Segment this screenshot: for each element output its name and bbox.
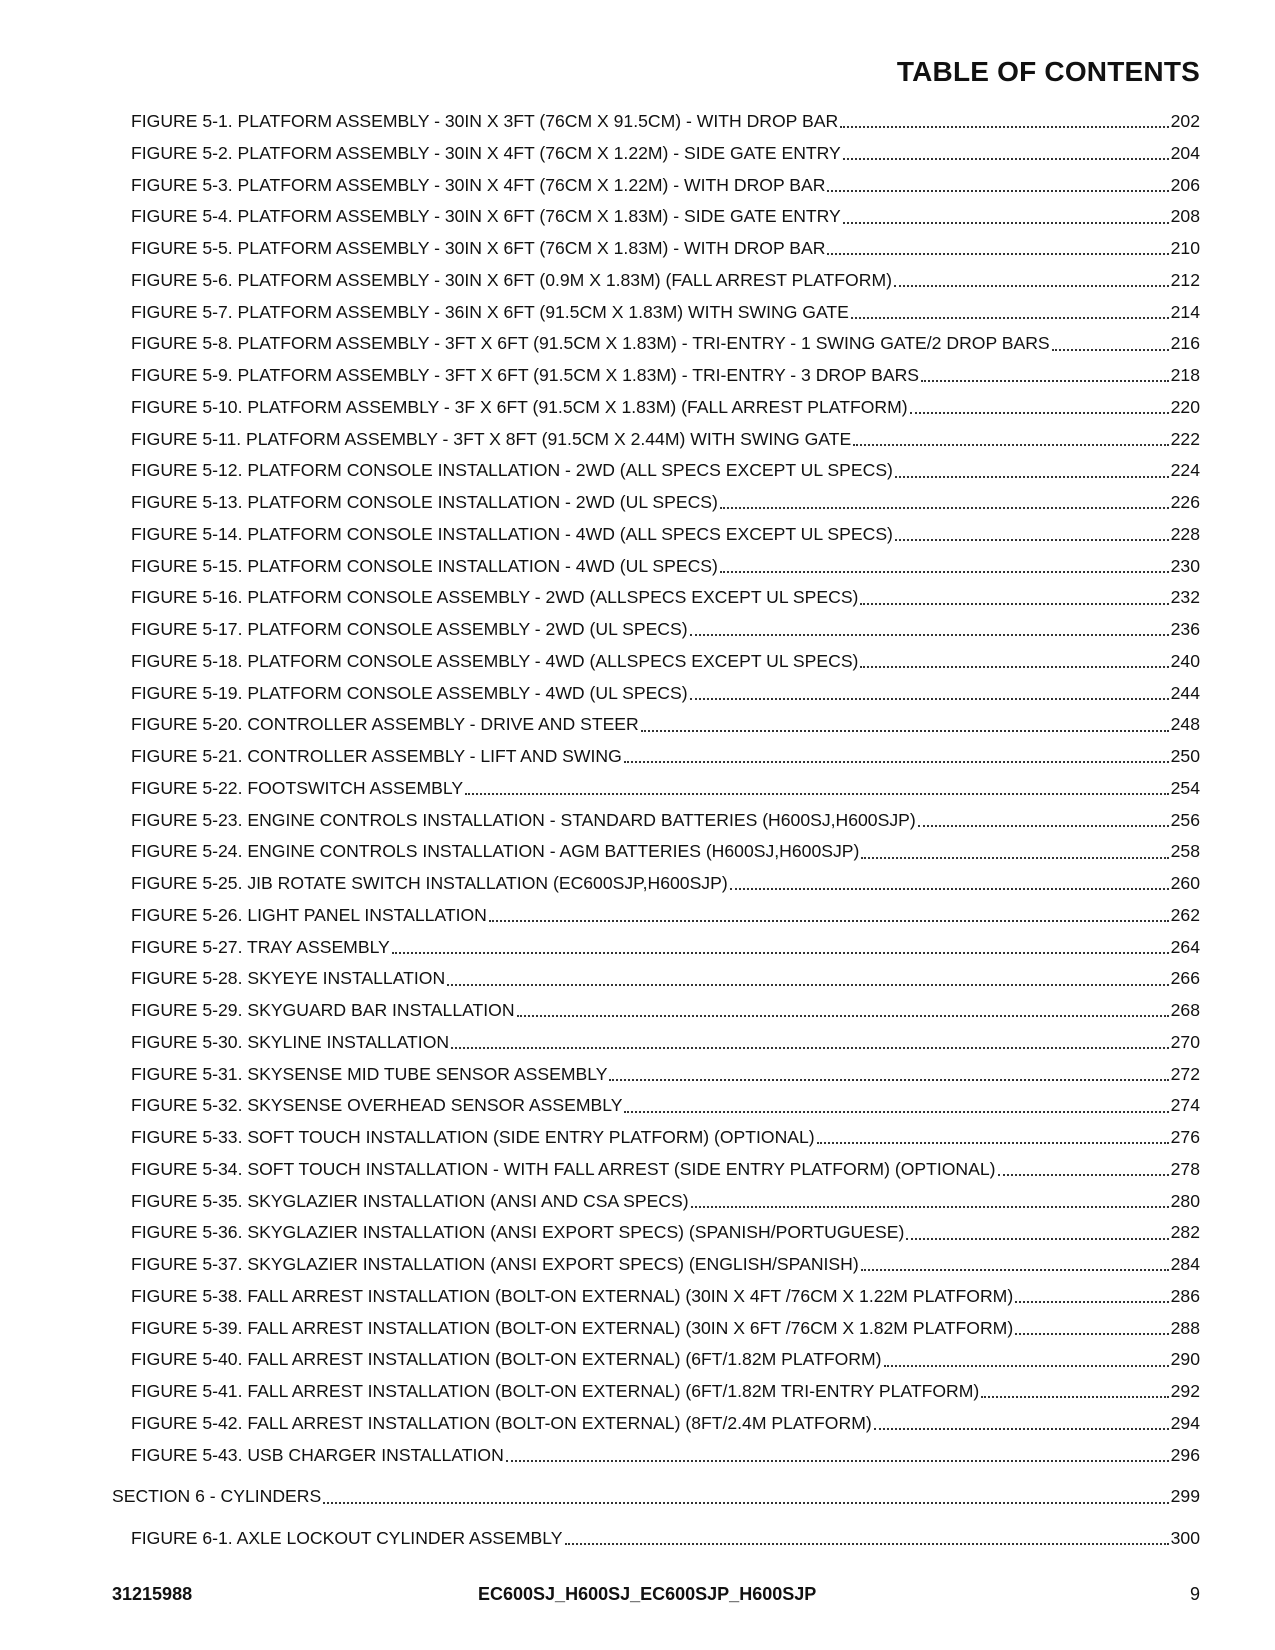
toc-entry[interactable] — [0, 1249, 1275, 1281]
dot-leader — [895, 538, 1169, 541]
toc-entry-page: 210 — [1170, 238, 1200, 258]
dot-leader — [861, 856, 1168, 859]
dot-leader — [641, 729, 1169, 732]
dot-leader — [690, 633, 1169, 636]
toc-entry-label: FIGURE 5-41. FALL ARREST INSTALLATION (BOLT-ON EXTERNAL) (6FT/1.82M TRI-ENTRY PLATFORM) — [131, 1381, 980, 1401]
toc-entry[interactable] — [0, 1281, 1275, 1313]
dot-leader — [392, 951, 1169, 954]
dot-leader — [506, 1459, 1169, 1462]
toc-entry-page: 268 — [1170, 1000, 1200, 1020]
toc-entry-page: 258 — [1170, 841, 1200, 862]
toc-entry[interactable] — [0, 106, 1275, 138]
dot-leader — [624, 1110, 1168, 1113]
toc-entry-page: 218 — [1170, 365, 1200, 385]
toc-entry[interactable] — [0, 1217, 1275, 1249]
toc-entry[interactable] — [0, 424, 1275, 456]
toc-entry[interactable] — [0, 201, 1275, 233]
toc-entry-page: 222 — [1170, 428, 1200, 449]
toc-entry[interactable] — [0, 360, 1275, 392]
dot-leader — [447, 983, 1168, 986]
toc-entry-page: 206 — [1170, 174, 1200, 195]
toc-entry-label: FIGURE 5-18. PLATFORM CONSOLE ASSEMBLY - 4WD (ALLSPECS EXCEPT UL SPECS) — [131, 650, 859, 671]
toc-entry-page: 282 — [1170, 1222, 1200, 1243]
toc-entry[interactable] — [0, 1313, 1275, 1345]
toc-entry-page: 286 — [1170, 1285, 1200, 1306]
toc-entry-page: 236 — [1170, 619, 1200, 639]
toc-entry-page: 280 — [1170, 1190, 1200, 1211]
toc-entry[interactable] — [0, 836, 1275, 868]
toc-entry-page: 232 — [1170, 587, 1200, 608]
toc-entry-page: 256 — [1170, 809, 1200, 830]
toc-entry-page: 290 — [1170, 1349, 1200, 1370]
dot-leader — [691, 1205, 1169, 1208]
toc-entry[interactable] — [0, 1154, 1275, 1186]
toc-entry-label: FIGURE 5-27. TRAY ASSEMBLY — [131, 936, 390, 957]
dot-leader — [874, 1427, 1169, 1430]
dot-leader — [884, 1364, 1169, 1367]
toc-entry-page: 220 — [1170, 396, 1200, 417]
toc-entry-label: FIGURE 5-1. PLATFORM ASSEMBLY - 30IN X 3FT (76CM X 91.5CM) - WITH DROP BAR — [131, 111, 839, 131]
dot-leader — [827, 189, 1168, 192]
dot-leader — [720, 570, 1169, 573]
toc-entry-label: FIGURE 5-37. SKYGLAZIER INSTALLATION (ANSI EXPORT SPECS) (ENGLISH/SPANISH) — [131, 1254, 859, 1274]
toc-entry[interactable] — [0, 1027, 1275, 1059]
toc-entry-page: 216 — [1170, 333, 1200, 354]
dot-leader — [861, 1268, 1169, 1271]
dot-leader — [998, 1173, 1169, 1176]
toc-entry-page: 254 — [1170, 777, 1200, 798]
toc-entry-page: 300 — [1170, 1528, 1200, 1548]
toc-entry-label: SECTION 6 - CYLINDERS — [112, 1486, 322, 1507]
toc-entry[interactable] — [0, 995, 1275, 1027]
toc-entry[interactable] — [0, 709, 1275, 741]
toc-entry-label: FIGURE 5-10. PLATFORM ASSEMBLY - 3F X 6FT (91.5CM X 1.83M) (FALL ARREST PLATFORM) — [131, 396, 908, 417]
toc-entry-label: FIGURE 5-20. CONTROLLER ASSEMBLY - DRIVE AND STEER — [131, 714, 639, 735]
toc-entry-label: FIGURE 5-4. PLATFORM ASSEMBLY - 30IN X 6FT (76CM X 1.83M) - SIDE GATE ENTRY — [131, 206, 841, 227]
toc-entry-page: 264 — [1170, 936, 1200, 957]
toc-entry[interactable] — [0, 963, 1275, 995]
toc-entry-page: 299 — [1170, 1486, 1200, 1507]
toc-entry-label: FIGURE 5-19. PLATFORM CONSOLE ASSEMBLY - 4WD (UL SPECS) — [131, 682, 688, 703]
toc-entry-label: FIGURE 5-32. SKYSENSE OVERHEAD SENSOR ASSEMBLY — [131, 1095, 623, 1116]
toc-entry-label: FIGURE 5-13. PLATFORM CONSOLE INSTALLATION - 2WD (UL SPECS) — [131, 492, 718, 512]
dot-leader — [827, 252, 1168, 255]
dot-leader — [860, 602, 1168, 605]
toc-entry[interactable] — [0, 1344, 1275, 1376]
toc-entry[interactable] — [0, 614, 1275, 646]
dot-leader — [730, 887, 1169, 890]
document-number: 31215988 — [112, 1584, 193, 1604]
toc-entry-label: FIGURE 5-38. FALL ARREST INSTALLATION (BOLT-ON EXTERNAL) (30IN X 4FT /76CM X 1.22M PLATFORM) — [131, 1285, 1014, 1306]
toc-entry-page: 276 — [1170, 1127, 1200, 1147]
toc-entry-page: 296 — [1170, 1444, 1200, 1465]
toc-entry-label: FIGURE 5-6. PLATFORM ASSEMBLY - 30IN X 6FT (0.9M X 1.83M) (FALL ARREST PLATFORM) — [131, 269, 892, 290]
toc-entry-label: FIGURE 5-31. SKYSENSE MID TUBE SENSOR ASSEMBLY — [131, 1063, 608, 1084]
toc-entry-page: 288 — [1170, 1317, 1200, 1338]
toc-entry-label: FIGURE 5-40. FALL ARREST INSTALLATION (BOLT-ON EXTERNAL) (6FT/1.82M PLATFORM) — [131, 1349, 882, 1370]
toc-entry[interactable] — [0, 1408, 1275, 1440]
dot-leader — [918, 824, 1169, 827]
dot-leader — [817, 1141, 1169, 1144]
toc-entry-label: FIGURE 5-33. SOFT TOUCH INSTALLATION (SIDE ENTRY PLATFORM) (OPTIONAL) — [131, 1127, 815, 1147]
toc-entry-label: FIGURE 5-25. JIB ROTATE SWITCH INSTALLATION (EC600SJP,H600SJP) — [131, 873, 728, 893]
dot-leader — [609, 1078, 1168, 1081]
toc-entry-label: FIGURE 5-23. ENGINE CONTROLS INSTALLATION - STANDARD BATTERIES (H600SJ,H600SJP) — [131, 809, 916, 830]
dot-leader — [451, 1046, 1169, 1049]
toc-entry-label: FIGURE 5-30. SKYLINE INSTALLATION — [131, 1031, 450, 1052]
dot-leader — [465, 792, 1169, 795]
toc-entry[interactable] — [0, 1376, 1275, 1408]
toc-entry[interactable] — [0, 1122, 1275, 1154]
toc-entry[interactable] — [0, 805, 1275, 837]
toc-entry[interactable] — [0, 138, 1275, 170]
toc-entry-label: FIGURE 5-16. PLATFORM CONSOLE ASSEMBLY - 2WD (ALLSPECS EXCEPT UL SPECS) — [131, 587, 859, 608]
toc-entry-page: 226 — [1170, 492, 1200, 512]
toc-entry-page: 244 — [1170, 682, 1200, 703]
toc-entry[interactable] — [0, 900, 1275, 932]
dot-leader — [921, 379, 1169, 382]
page-footer — [112, 1584, 1200, 1614]
toc-entry-page: 266 — [1170, 968, 1200, 989]
toc-entry[interactable] — [0, 773, 1275, 805]
dot-leader — [1015, 1300, 1168, 1303]
toc-entry-page: 272 — [1170, 1063, 1200, 1084]
toc-entry-page: 202 — [1170, 111, 1200, 131]
toc-entry-page: 292 — [1170, 1381, 1200, 1401]
toc-entry-label: FIGURE 5-14. PLATFORM CONSOLE INSTALLATION - 4WD (ALL SPECS EXCEPT UL SPECS) — [131, 523, 893, 544]
page-number: 9 — [1189, 1584, 1200, 1604]
toc-entry[interactable] — [0, 868, 1275, 900]
toc-entry[interactable] — [0, 392, 1275, 424]
dot-leader — [1015, 1332, 1168, 1335]
toc-entry-page: 228 — [1170, 523, 1200, 544]
toc-entry-label: FIGURE 5-24. ENGINE CONTROLS INSTALLATION - AGM BATTERIES (H600SJ,H600SJP) — [131, 841, 860, 862]
toc-entry-label: FIGURE 5-43. USB CHARGER INSTALLATION — [131, 1444, 504, 1465]
toc-entry-label: FIGURE 5-42. FALL ARREST INSTALLATION (BOLT-ON EXTERNAL) (8FT/2.4M PLATFORM) — [131, 1412, 872, 1433]
toc-entry-page: 250 — [1170, 746, 1200, 766]
dot-leader — [323, 1501, 1168, 1504]
toc-entry[interactable] — [0, 1523, 1275, 1555]
toc-entry[interactable] — [0, 582, 1275, 614]
dot-leader — [860, 665, 1168, 668]
dot-leader — [895, 475, 1169, 478]
toc-entry-page: 270 — [1170, 1031, 1200, 1052]
toc-entry[interactable] — [0, 265, 1275, 297]
table-of-contents — [0, 106, 1275, 1555]
toc-entry[interactable] — [0, 551, 1275, 583]
toc-entry-page: 230 — [1170, 555, 1200, 576]
toc-entry-label: FIGURE 5-39. FALL ARREST INSTALLATION (BOLT-ON EXTERNAL) (30IN X 6FT /76CM X 1.82M PLATFORM) — [131, 1317, 1014, 1338]
toc-entry-page: 248 — [1170, 714, 1200, 735]
toc-entry-label: FIGURE 5-22. FOOTSWITCH ASSEMBLY — [131, 777, 464, 798]
dot-leader — [1052, 348, 1169, 351]
toc-section-entry[interactable] — [0, 1481, 1275, 1513]
toc-entry-page: 278 — [1170, 1158, 1200, 1179]
toc-entry[interactable] — [0, 741, 1275, 773]
toc-entry[interactable] — [0, 233, 1275, 265]
dot-leader — [843, 221, 1169, 224]
page-title: TABLE OF CONTENTS — [896, 56, 1200, 87]
toc-entry-label: FIGURE 6-1. AXLE LOCKOUT CYLINDER ASSEMBLY — [131, 1528, 563, 1548]
dot-leader — [981, 1395, 1168, 1398]
toc-entry-label: FIGURE 5-3. PLATFORM ASSEMBLY - 30IN X 4FT (76CM X 1.22M) - WITH DROP BAR — [131, 174, 826, 195]
toc-entry-label: FIGURE 5-7. PLATFORM ASSEMBLY - 36IN X 6FT (91.5CM X 1.83M) WITH SWING GATE — [131, 301, 849, 322]
dot-leader — [843, 157, 1169, 160]
toc-entry-page: 240 — [1170, 650, 1200, 671]
dot-leader — [853, 443, 1168, 446]
toc-entry-label: FIGURE 5-5. PLATFORM ASSEMBLY - 30IN X 6FT (76CM X 1.83M) - WITH DROP BAR — [131, 238, 826, 258]
toc-entry-label: FIGURE 5-17. PLATFORM CONSOLE ASSEMBLY - 2WD (UL SPECS) — [131, 619, 688, 639]
toc-entry-page: 204 — [1170, 142, 1200, 163]
toc-entry-label: FIGURE 5-29. SKYGUARD BAR INSTALLATION — [131, 1000, 515, 1020]
toc-entry[interactable] — [0, 1440, 1275, 1472]
toc-entry-label: FIGURE 5-9. PLATFORM ASSEMBLY - 3FT X 6FT (91.5CM X 1.83M) - TRI-ENTRY - 3 DROP BARS — [131, 365, 920, 385]
dot-leader — [906, 1237, 1168, 1240]
toc-entry[interactable] — [0, 932, 1275, 964]
dot-leader — [517, 1014, 1169, 1017]
toc-entry[interactable] — [0, 297, 1275, 329]
dot-leader — [624, 760, 1169, 763]
toc-entry-page: 294 — [1170, 1412, 1200, 1433]
toc-entry-label: FIGURE 5-15. PLATFORM CONSOLE INSTALLATION - 4WD (UL SPECS) — [131, 555, 718, 576]
dot-leader — [840, 125, 1168, 128]
toc-entry-label: FIGURE 5-28. SKYEYE INSTALLATION — [131, 968, 446, 989]
toc-entry-label: FIGURE 5-35. SKYGLAZIER INSTALLATION (ANSI AND CSA SPECS) — [131, 1190, 689, 1211]
toc-entry-label: FIGURE 5-34. SOFT TOUCH INSTALLATION - WITH FALL ARREST (SIDE ENTRY PLATFORM) (OPTIONAL) — [131, 1158, 996, 1179]
toc-entry-label: FIGURE 5-2. PLATFORM ASSEMBLY - 30IN X 4FT (76CM X 1.22M) - SIDE GATE ENTRY — [131, 142, 841, 163]
toc-entry-page: 214 — [1170, 301, 1200, 322]
dot-leader — [720, 506, 1169, 509]
toc-entry-page: 208 — [1170, 206, 1200, 227]
toc-entry[interactable] — [0, 1090, 1275, 1122]
toc-entry[interactable] — [0, 678, 1275, 710]
toc-entry-label: FIGURE 5-36. SKYGLAZIER INSTALLATION (ANSI EXPORT SPECS) (SPANISH/PORTUGUESE) — [131, 1222, 905, 1243]
toc-entry-label: FIGURE 5-26. LIGHT PANEL INSTALLATION — [131, 904, 487, 925]
toc-entry[interactable] — [0, 487, 1275, 519]
toc-entry-page: 274 — [1170, 1095, 1200, 1116]
model-name: EC600SJ_H600SJ_EC600SJP_H600SJP — [478, 1584, 817, 1604]
dot-leader — [851, 316, 1169, 319]
toc-entry[interactable] — [0, 646, 1275, 678]
dot-leader — [894, 284, 1169, 287]
toc-entry[interactable] — [0, 519, 1275, 551]
dot-leader — [910, 411, 1169, 414]
toc-entry-page: 262 — [1170, 904, 1200, 925]
toc-entry-label: FIGURE 5-21. CONTROLLER ASSEMBLY - LIFT AND SWING — [131, 746, 622, 766]
toc-entry[interactable] — [0, 455, 1275, 487]
toc-entry-page: 224 — [1170, 460, 1200, 481]
toc-entry-page: 212 — [1170, 269, 1200, 290]
toc-entry-label: FIGURE 5-12. PLATFORM CONSOLE INSTALLATION - 2WD (ALL SPECS EXCEPT UL SPECS) — [131, 460, 893, 481]
dot-leader — [489, 919, 1169, 922]
toc-entry-label: FIGURE 5-8. PLATFORM ASSEMBLY - 3FT X 6FT (91.5CM X 1.83M) - TRI-ENTRY - 1 SWING GATE/2 DROP BARS — [131, 333, 1050, 354]
dot-leader — [690, 697, 1169, 700]
toc-entry[interactable] — [0, 1059, 1275, 1091]
toc-entry[interactable] — [0, 328, 1275, 360]
toc-entry[interactable] — [0, 1186, 1275, 1218]
toc-entry-label: FIGURE 5-11. PLATFORM ASSEMBLY - 3FT X 8FT (91.5CM X 2.44M) WITH SWING GATE — [131, 428, 852, 449]
toc-entry-page: 260 — [1170, 873, 1200, 893]
toc-entry[interactable] — [0, 170, 1275, 202]
dot-leader — [565, 1542, 1169, 1545]
toc-entry-page: 284 — [1170, 1254, 1200, 1274]
